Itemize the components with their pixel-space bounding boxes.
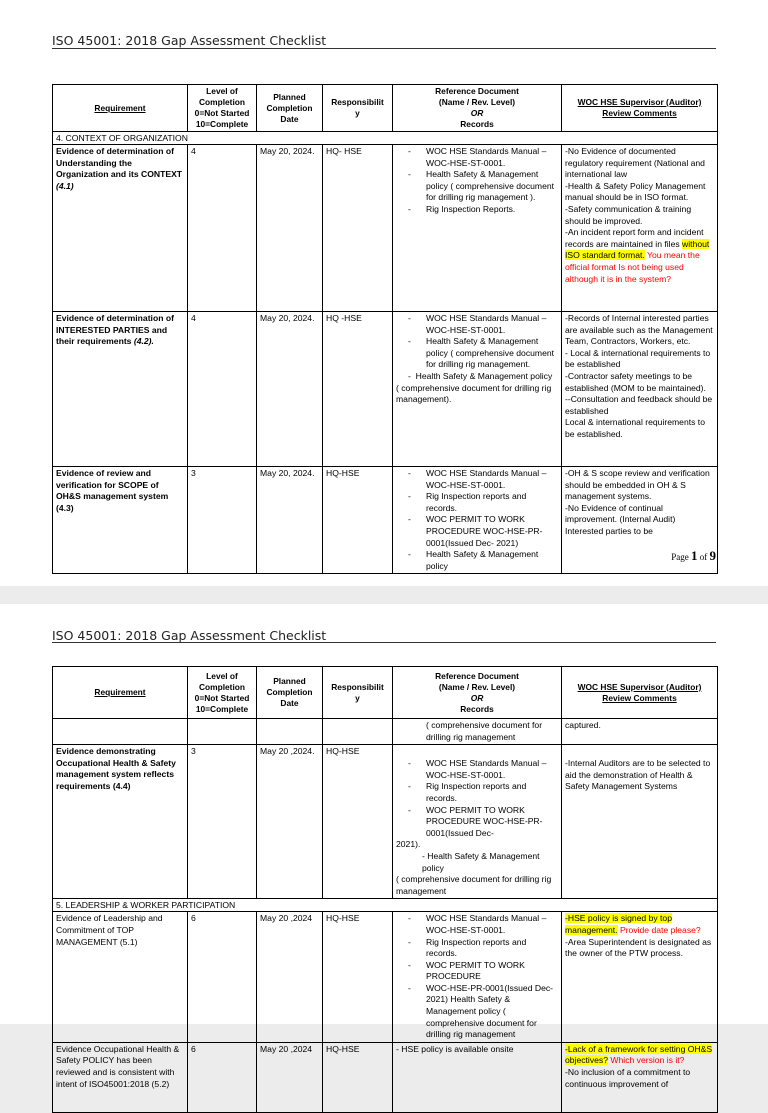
comments-cell: -Lack of a framework for setting OH&S objectives? Which version is it? -No inclusion of a commitment to continuous improvement of [562, 1042, 718, 1112]
page-number: Page 1 of 9 [671, 548, 716, 563]
header-level: Level of Completion 0=Not Started 10=Complete [188, 667, 257, 719]
document-page-2 [0, 604, 768, 1089]
list-item: - WOC HSE Standards Manual – WOC-HSE-ST-0001. [408, 468, 547, 490]
header-planned-date: Planned Completion Date [257, 667, 323, 719]
title-underline [52, 48, 716, 49]
responsibility-cell: HQ-HSE [323, 467, 393, 574]
requirement-cell: Evidence of determination of Understanding the Organization and its CONTEXT (4.1) [53, 145, 188, 312]
header-requirement: Requirement [53, 667, 188, 719]
level-cell: 4 [188, 145, 257, 312]
section-row-leadership: 5. LEADERSHIP & WORKER PARTICIPATION [53, 899, 718, 912]
table-row [53, 145, 718, 312]
table-header-row [53, 85, 718, 132]
list-item: - WOC HSE Standards Manual – WOC-HSE-ST-0001. [408, 758, 547, 780]
reference-cell [393, 912, 562, 1043]
date-cell: May 20, 2024. [257, 145, 323, 312]
list-item: - WOC HSE Standards Manual – WOC-HSE-ST-0001. [408, 146, 547, 168]
list-item: - Health Safety & Management policy ( comprehensive document for drilling rig management). [396, 370, 553, 405]
list-item: 2021). [396, 839, 421, 850]
level-cell: 4 [188, 312, 257, 467]
table-row [53, 719, 718, 745]
responsibility-cell: HQ- HSE [323, 145, 393, 312]
table-row [53, 912, 718, 1043]
reference-cell [393, 312, 562, 467]
reference-cell [393, 145, 562, 312]
date-cell: May 20 ,2024. [257, 745, 323, 899]
level-cell: 6 [188, 912, 257, 1043]
header-comments: WOC HSE Supervisor (Auditor) Review Comments [562, 85, 718, 132]
date-cell: May 20, 2024. [257, 312, 323, 467]
responsibility-cell: HQ-HSE [323, 912, 393, 1043]
reviewer-question: Which version is it? [610, 1055, 685, 1066]
level-cell: 3 [188, 745, 257, 899]
highlighted-comment: without ISO standard format. [565, 238, 710, 261]
table-row [53, 1042, 718, 1112]
header-comments: WOC HSE Supervisor (Auditor) Review Comments [562, 667, 718, 719]
list-item: - WOC PERMIT TO WORK PROCEDURE WOC-HSE-PR-0001(Issued Dec- 2021) [408, 514, 543, 548]
list-item: - WOC HSE Standards Manual – WOC-HSE-ST-0001. [408, 313, 547, 335]
date-cell [257, 719, 323, 745]
level-cell [188, 719, 257, 745]
date-cell: May 20 ,2024 [257, 912, 323, 1043]
list-item: - WOC PERMIT TO WORK PROCEDURE WOC-HSE-PR-0001(Issued Dec- [408, 804, 543, 838]
table-row [53, 312, 718, 467]
responsibility-cell: HQ-HSE [323, 745, 393, 899]
table-row [53, 745, 718, 899]
responsibility-cell: HQ-HSE [323, 1042, 393, 1112]
header-reference: Reference Document (Name / Rev. Level) OR Records [393, 667, 562, 719]
requirement-cell: Evidence demonstrating Occupational Health & Safety management system reflects requirements (4.4) [53, 745, 188, 899]
list-item: - Health Safety & Management policy [422, 850, 540, 873]
header-responsibility: Responsibilit y [323, 667, 393, 719]
comments-cell: -Records of Internal interested parties are available such as the Management Team, Contractors, Workers, etc. - Local & international requirements to be established -Contractor safety meetings to be established (MOM to be maintained). --Consultation and feedback should be established Local & international requirements to be established. [562, 312, 718, 467]
header-responsibility: Responsibilit y [323, 85, 393, 132]
comments-cell: captured. [562, 719, 718, 745]
list-item: - WOC PERMIT TO WORK PROCEDURE [408, 959, 525, 982]
header-reference: Reference Document (Name / Rev. Level) OR Records [393, 85, 562, 132]
reference-cell [393, 745, 562, 899]
requirement-cell: Evidence of Leadership and Commitment of TOP MANAGEMENT (5.1) [53, 912, 188, 1043]
list-item: - Rig Inspection reports and records. [408, 491, 527, 513]
responsibility-cell [323, 719, 393, 745]
reviewer-question: You mean the official format Is not being used although it is in the system? [565, 250, 700, 284]
requirement-cell: Evidence of review and verification for SCOPE of OH&S management system (4.3) [53, 467, 188, 574]
gap-assessment-table [52, 666, 718, 1113]
comments-cell: -OH & S scope review and verification should be embedded in OH & S management systems. -No Evidence of continual improvement. (Internal Audit) Interested parties to be [562, 467, 718, 574]
level-cell: 3 [188, 467, 257, 574]
level-cell: 6 [188, 1042, 257, 1112]
header-planned-date: Planned Completion Date [257, 85, 323, 132]
table-row [53, 467, 718, 574]
reference-cell [393, 467, 562, 574]
highlighted-comment: -HSE policy is signed by top management. [565, 913, 672, 935]
list-item: - Rig Inspection reports and records. [408, 781, 527, 803]
requirement-cell: Evidence Occupational Health & Safety POLICY has been reviewed and is consistent with intent of ISO45001:2018 (5.2) [53, 1042, 188, 1112]
section-row-context: 4. CONTEXT OF ORGANIZATION [53, 132, 718, 145]
highlighted-comment: -Lack of a framework for setting OH&S objectives? [565, 1043, 713, 1066]
header-requirement: Requirement [53, 85, 188, 132]
date-cell: May 20 ,2024 [257, 1042, 323, 1112]
list-item: - WOC HSE Standards Manual – WOC-HSE-ST-0001. [408, 913, 547, 935]
comments-cell: -Internal Auditors are to be selected to aid the demonstration of Health & Safety Management Systems [562, 745, 718, 899]
reference-cell: - HSE policy is available onsite [393, 1042, 562, 1112]
list-item: - Health Safety & Management policy ( comprehensive document for drilling rig management ). [408, 169, 555, 203]
gap-assessment-table [52, 84, 718, 574]
reviewer-question: Provide date please? [619, 924, 701, 935]
date-cell: May 20, 2024. [257, 467, 323, 574]
requirement-cell [53, 719, 188, 745]
title-underline [52, 642, 716, 643]
document-title: ISO 45001: 2018 Gap Assessment Checklist [52, 33, 327, 48]
reference-cell: ( comprehensive document for drilling rig management [393, 719, 562, 745]
comments-cell: -No Evidence of documented regulatory requirement (National and international law -Health & Safety Policy Management manual should be in ISO format. -Safety communication & training should be improved. -An incident report form and incident records are maintained in files without ISO standard format. You mean the official format Is not being used although it is in the system? [562, 145, 718, 312]
list-item: ( comprehensive document for drilling rig management [396, 874, 552, 896]
list-item: - Health Safety & Management policy [408, 549, 539, 571]
responsibility-cell: HQ -HSE [323, 312, 393, 467]
requirement-cell: Evidence of determination of INTERESTED PARTIES and their requirements (4.2). [53, 312, 188, 467]
list-item: - Rig Inspection Reports. [408, 203, 516, 214]
header-level: Level of Completion 0=Not Started 10=Complete [188, 85, 257, 132]
comments-cell: -HSE policy is signed by top management. Provide date please? -Area Superintendent is designated as the owner of the PTW process. [562, 912, 718, 1043]
list-item: - Health Safety & Management policy ( comprehensive document for drilling rig management. [408, 336, 555, 370]
list-item: - Rig Inspection reports and records. [408, 936, 527, 959]
list-item: - WOC-HSE-PR-0001(Issued Dec- 2021) Health Safety & Management policy ( comprehensive document for drilling rig management [408, 982, 554, 1040]
document-title: ISO 45001: 2018 Gap Assessment Checklist [52, 628, 327, 643]
table-header-row [53, 667, 718, 719]
